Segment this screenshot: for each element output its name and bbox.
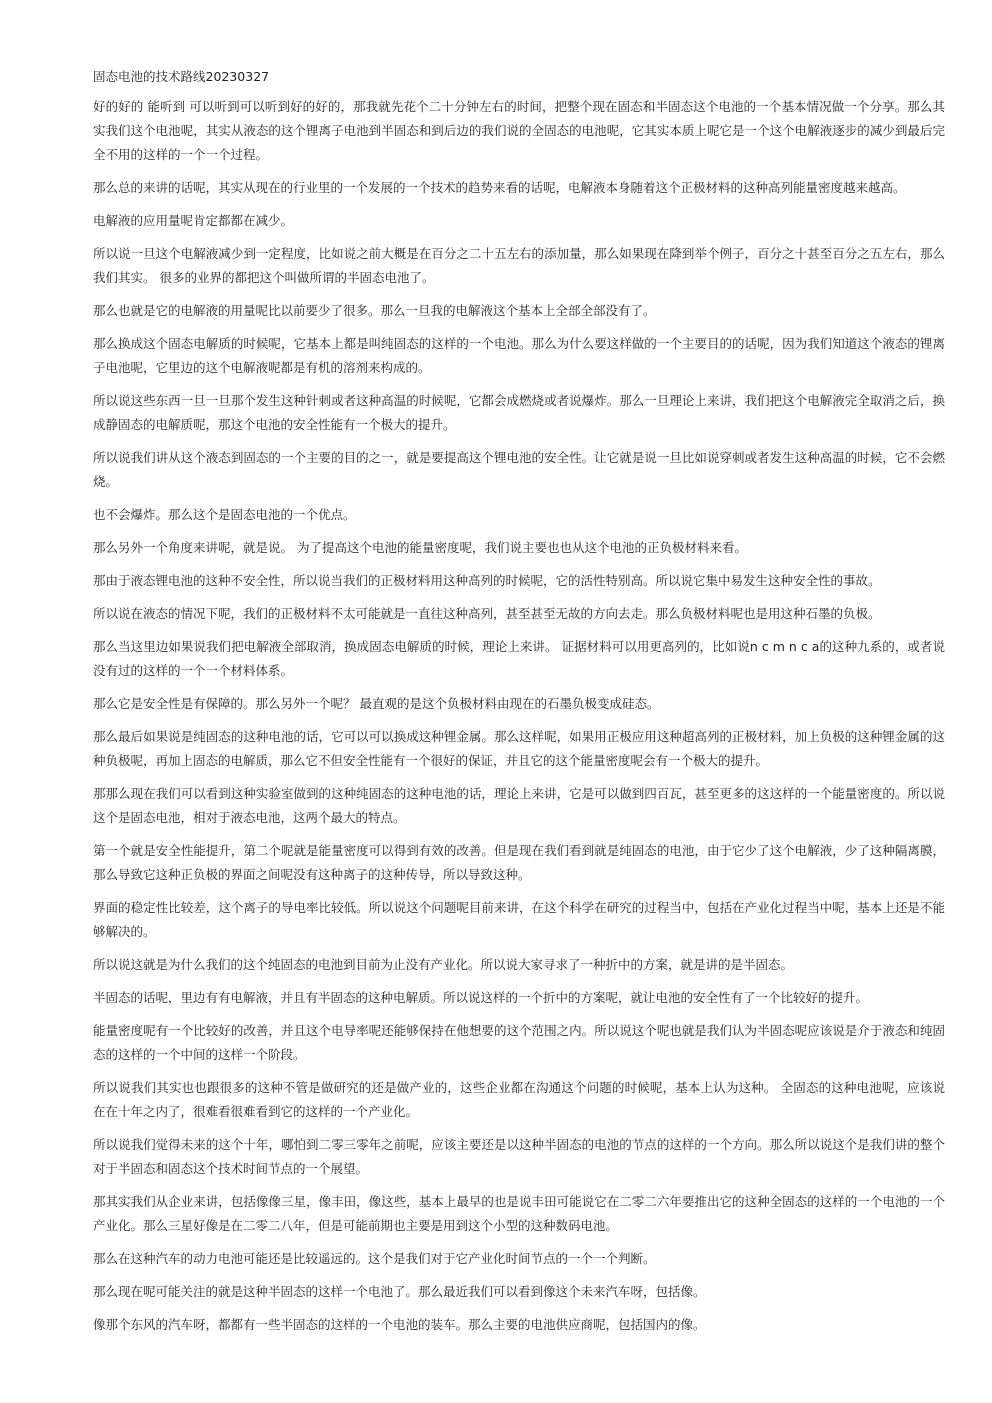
document-page xyxy=(93,68,945,1346)
document-body xyxy=(93,95,945,1337)
paragraph: 所以说一旦这个电解液减少到一定程度，比如说之前大概是在百分之二十五左右的添加量，那么如果现在降到举个例子，百分之十甚至百分之五左右，那么我们其实。 很多的业界的都把这个叫做所谓的半固态电池了。 xyxy=(93,246,945,285)
paragraph: 那由于液态锂电池的这种不安全性，所以说当我们的正极材料用这种高列的时候呢，它的活性特别高。所以说它集中易发生这种安全性的事故。 xyxy=(93,573,881,588)
paragraph: 那么当这里边如果说我们把电解液全部取消，换成固态电解质的时候，理论上来讲。 证据材料可以用更高列的，比如说n c m n c a的这种九系的，或者说没有过的这样的一个一个材料体系。 xyxy=(93,639,945,678)
paragraph: 那其实我们从企业来讲，包括像像三星，像丰田，像这些，基本上最早的也是说丰田可能说它在二零二六年要推出它的这种全固态的这样的一个电池的一个产业化。那么三星好像是在二零二八年，但是可能前期也主要是用到这个小型的这种数码电池。 xyxy=(93,1194,945,1233)
paragraph: 那么也就是它的电解液的用量呢比以前要少了很多。那么一旦我的电解液这个基本上全部全部没有了。 xyxy=(93,303,656,318)
paragraph: 那么最后如果说是纯固态的这种电池的话，它可以可以换成这种锂金属。那么这样呢，如果用正极应用这种超高列的正极材料，加上负极的这种锂金属的这种负极呢，再加上固态的电解质，那么它不但安全性能有一个很好的保证，并且它的这个能量密度呢会有一个极大的提升。 xyxy=(93,729,945,768)
paragraph: 像那个东风的汽车呀，都都有一些半固态的这样的一个电池的装车。那么主要的电池供应商呢，包括国内的像。 xyxy=(93,1317,706,1332)
paragraph: 半固态的话呢，里边有有电解液，并且有半固态的这种电解质。所以说这样的一个折中的方案呢，就让电池的安全性有了一个比较好的提升。 xyxy=(93,990,869,1005)
paragraph: 第一个就是安全性能提升，第二个呢就是能量密度可以得到有效的改善。但是现在我们看到就是纯固态的电池，由于它少了这个电解液，少了这种隔离膜，那么导致它这种正负极的界面之间呢没有这种离子的这种传导，所以导致这种。 xyxy=(93,843,945,882)
document-title: 固态电池的技术路线20230327 xyxy=(93,69,270,84)
paragraph: 界面的稳定性比较差，这个离子的导电率比较低。所以说这个问题呢目前来讲，在这个科学在研究的过程当中，包括在产业化过程当中呢，基本上还是不能够解决的。 xyxy=(93,900,945,939)
paragraph: 那么换成这个固态电解质的时候呢，它基本上都是叫纯固态的这样的一个电池。那么为什么要这样做的一个主要目的的话呢，因为我们知道这个液态的锂离子电池呢，它里边的这个电解液呢都是有机的溶剂来构成的。 xyxy=(93,336,945,375)
paragraph: 所以说这些东西一旦一旦那个发生这种针刺或者这种高温的时候呢，它都会成燃烧或者说爆炸。那么一旦理论上来讲，我们把这个电解液完全取消之后，换成静固态的电解质呢，那这个电池的安全性能有一个极大的提升。 xyxy=(93,393,945,432)
paragraph: 那么它是安全性是有保障的。那么另外一个呢？ 最直观的是这个负极材料由现在的石墨负极变成硅态。 xyxy=(93,696,660,711)
paragraph: 那么现在呢可能关注的就是这种半固态的这样一个电池了。那么最近我们可以看到像这个未来汽车呀，包括像。 xyxy=(93,1284,706,1299)
paragraph: 那么总的来讲的话呢，其实从现在的行业里的一个发展的一个技术的趋势来看的话呢，电解液本身随着这个正极材料的这种高列能量密度越来越高。 xyxy=(93,180,906,195)
paragraph: 所以说在液态的情况下呢，我们的正极材料不太可能就是一直往这种高列，甚至甚至无故的方向去走。那么负极材料呢也是用这种石墨的负极。 xyxy=(93,606,881,621)
paragraph: 那么在这种汽车的动力电池可能还是比较遥远的。这个是我们对于它产业化时间节点的一个一个判断。 xyxy=(93,1251,656,1266)
paragraph: 好的好的 能听到 可以听到可以听到好的好的，那我就先花个二十分钟左右的时间，把整个现在固态和半固态这个电池的一个基本情况做一个分享。那么其实我们这个电池呢，其实从液态的这个锂离子电池到半固态和到后边的我们说的全固态的电池呢，它其实本质上呢它是一个这个电解液逐步的减少到最后完全不用的这样的一个一个过程。 xyxy=(93,99,945,162)
paragraph: 电解液的应用量呢肯定都都在减少。 xyxy=(93,213,294,228)
paragraph: 那那么现在我们可以看到这种实验室做到的这种纯固态的这种电池的话，理论上来讲，它是可以做到四百瓦，甚至更多的这这样的一个能量密度的。所以说这个是固态电池，相对于液态电池，这两个最大的特点。 xyxy=(93,786,945,825)
paragraph: 所以说我们其实也也跟很多的这种不管是做研究的还是做产业的，这些企业都在沟通这个问题的时候呢，基本上认为这种。 全固态的这种电池呢，应该说在在十年之内了，很难看很难看到它的这样的一个产业化。 xyxy=(93,1080,945,1119)
paragraph: 那么另外一个角度来讲呢，就是说。 为了提高这个电池的能量密度呢，我们说主要也也从这个电池的正负极材料来看。 xyxy=(93,540,747,555)
paragraph: 所以说我们觉得未来的这个十年，哪怕到二零三零年之前呢，应该主要还是以这种半固态的电池的节点的这样的一个方向。那么所以说这个是我们讲的整个对于半固态和固态这个技术时间节点的一个展望。 xyxy=(93,1137,945,1176)
paragraph: 所以说我们讲从这个液态到固态的一个主要的目的之一，就是要提高这个锂电池的安全性。让它就是说一旦比如说穿刺或者发生这种高温的时候，它不会燃烧。 xyxy=(93,450,945,489)
paragraph: 能量密度呢有一个比较好的改善，并且这个电导率呢还能够保持在他想要的这个范围之内。所以说这个呢也就是我们认为半固态呢应该说是介于液态和纯固态的这样的一个中间的这样一个阶段。 xyxy=(93,1023,945,1062)
paragraph: 所以说这就是为什么我们的这个纯固态的电池到目前为止没有产业化。所以说大家寻求了一种折中的方案，就是讲的是半固态。 xyxy=(93,957,794,972)
paragraph: 也不会爆炸。那么这个是固态电池的一个优点。 xyxy=(93,507,356,522)
